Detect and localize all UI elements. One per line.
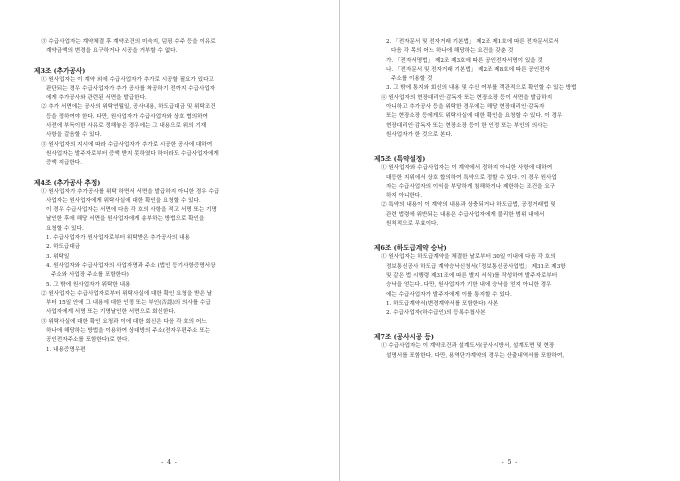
list-item: 3. 그 밖에 통지와 회신의 내용 및 수신 여부를 객관적으로 확인할 수 있는 방법 bbox=[386, 85, 577, 92]
list-item: 4. 원사업자와 수급사업자의 사업자명과 주소 (법인 등기사항증명서상 bbox=[46, 262, 216, 269]
paragraph-line: ② 특약의 내용이 이 계약의 내용과 상충되거나 하도급법, 공정거래법 및 bbox=[381, 202, 556, 209]
paragraph-line: ③ 원사업자의 지시에 따라 수급사업자가 추가로 시공한 공사에 대하여 bbox=[41, 141, 213, 148]
article-5-heading: 제5조 (특약설정) bbox=[374, 155, 426, 164]
paragraph-line: 하나에 해당하는 방법을 이용하여 상대방의 주소(전자우편주소 또는 bbox=[46, 328, 211, 335]
paragraph-line: ① 원사업자는 이 계약 외에 수급사업자가 추가로 시공할 필요가 있다고 bbox=[41, 76, 214, 83]
paragraph-line: 날인한 후에 해당 서면을 원사업자에게 송부하는 방법으로 확인을 bbox=[46, 216, 205, 223]
paragraph-line: 정보통신공사 하도급 계약승낙신청서(「정보통신공사업법」 제31조 제3항 bbox=[386, 263, 566, 270]
article-3-heading: 제3조 (추가공사) bbox=[34, 66, 86, 75]
paragraph-line: 등을 정하여야 한다. 다만, 원사업자가 수급사업자와 상호 협의하여 bbox=[46, 113, 208, 120]
list-item: 나. 「전자문서 및 전자거래 기본법」 제2조 제8호에 따른 공인전자 bbox=[386, 66, 550, 73]
page-right bbox=[340, 0, 680, 481]
paragraph-line: 사업자는 원사업자에게 위탁사실에 대한 확인을 요청할 수 있다. bbox=[46, 197, 201, 204]
article-7-heading: 제7조 (공사시공 등) bbox=[374, 333, 435, 342]
list-item: 2. 하도급대금 bbox=[46, 244, 81, 251]
paragraph-line: 관련 법령에 위반되는 내용은 수급사업자에게 불리한 범위 내에서 bbox=[386, 211, 545, 218]
paragraph-line: ② 추가 서면에는 공사의 위탁연월일, 공사내용, 하도급대금 및 위탁조건 bbox=[41, 104, 216, 111]
list-item: 1. 수급사업자가 원사업자로부터 위탁받은 추가공사의 내용 bbox=[46, 235, 190, 242]
paragraph-line: 하지 아니한다. bbox=[386, 193, 422, 200]
paragraph-line: ③ 수급사업자는 계약체결 후 계약조건의 미숙지, 덤핑 수주 등을 이유로 bbox=[41, 39, 216, 45]
paragraph-line: 현장대리인·감독자 또는 현장소장 등이 한 인정 또는 부인의 의사는 bbox=[386, 122, 548, 129]
paragraph-line: 원사업자가 한 것으로 본다. bbox=[386, 131, 453, 138]
paragraph-line: 이 경우 수급사업자는 서면에 다음 각 호의 사항을 적고 서명 또는 기명 bbox=[46, 207, 217, 214]
paragraph-line: 대등한 지위에서 상호 합의하여 특약으로 정할 수 있다. 이 경우 원사업 bbox=[386, 174, 557, 181]
paragraph-line: 공인전자주소를 포함한다)로 한다. bbox=[46, 337, 130, 344]
page-right-content bbox=[374, 38, 652, 361]
paragraph-line: 사업자에게 서명 또는 기명날인한 서면으로 회신한다. bbox=[46, 309, 176, 316]
paragraph-line: 사항을 갈음할 수 있다. bbox=[46, 132, 102, 139]
paragraph-line: 요청할 수 있다. bbox=[46, 225, 84, 232]
paragraph-line: 자는 수급사업자의 이익을 부당하게 침해하거나 제한하는 조건을 요구 bbox=[386, 183, 556, 190]
paragraph-line: ④ 원사업자의 현장대리인·감독자 또는 현장소장 등이 서면을 발급하지 bbox=[381, 94, 553, 101]
paragraph-line: 원사업자는 발주자로부터 증액 받지 못하였다 하더라도 수급사업자에게 bbox=[46, 150, 219, 157]
page-number: - 5 - bbox=[501, 459, 519, 466]
page-left-content bbox=[34, 38, 309, 355]
paragraph-line: 및 같은 법 시행령 제31조에 따른 별지 서식)를 작성하여 발주자로부터 bbox=[386, 272, 558, 279]
page-number: - 4 - bbox=[161, 459, 178, 466]
paragraph-line: ① 수급사업자는 이 계약조건과 설계도서(공사시방서, 설계도면 및 현장 bbox=[381, 343, 555, 350]
list-item: 다음 각 목의 어느 하나에 해당하는 요건을 갖춘 것 bbox=[391, 48, 514, 55]
paragraph-line: ② 원사업자는 수급사업자로부터 위탁사실에 대한 확인 요청을 받은 날 bbox=[41, 290, 213, 297]
list-item: 5. 그 밖에 원사업자가 위탁한 내용 bbox=[46, 281, 131, 288]
paragraph-line: ① 원사업자가 추가공사를 위탁 하면서 서면을 발급하지 아니한 경우 수급 bbox=[41, 188, 220, 195]
list-item: 2. 「전자문서 및 전자거래 기본법」 제2조 제1호에 따른 전자문서로서 bbox=[386, 39, 559, 45]
paragraph-line: ① 원사업자는 하도급계약을 체결한 날로부터 30일 이내에 다음 각 호의 bbox=[381, 254, 556, 261]
paragraph-line: 증액 지급한다. bbox=[46, 160, 82, 167]
paragraph-line: 에는 수급사업자가 발주자에게 이를 통지할 수 있다. bbox=[386, 291, 512, 298]
paragraph-line: 계약금액의 변경을 요구하거나 시공을 거부할 수 없다. bbox=[46, 48, 178, 55]
paragraph-line: ① 원사업자와 수급사업자는 이 계약에서 정하지 아니한 사항에 대하여 bbox=[381, 165, 553, 172]
article-4-heading: 제4조 (추가공사 추정) bbox=[34, 178, 101, 187]
article-6-heading: 제6조 (하도급계약 승낙) bbox=[374, 244, 447, 253]
list-item: 주소를 이용할 것 bbox=[391, 76, 433, 83]
list-item: 주소와 사업장 주소를 포함한다) bbox=[51, 272, 129, 279]
list-item: 1. 하도급계약서(변경계약서를 포함한다) 사본 bbox=[386, 300, 499, 307]
paragraph-line: 사전에 부득이한 사유로 정해놓은 경우에는 그 내용으로 위의 기재 bbox=[46, 123, 207, 130]
list-item: 2. 수급사업자(하수급인)의 등록수첩사본 bbox=[386, 310, 486, 317]
paragraph-line: 승낙을 얻는다. 다만, 원사업자가 기한 내에 승낙을 얻지 아니한 경우 bbox=[386, 282, 552, 289]
list-item: 가. 「전자서명법」 제2조 제3호에 따른 공인전자서명이 있을 것 bbox=[386, 57, 543, 64]
paragraph-line: 아니하고 추가공사 등을 위탁한 경우에는 해당 현장대리인·감독자 bbox=[386, 104, 545, 111]
paragraph-line: ③ 위탁사실에 대한 확인 요청과 이에 대한 회신은 다음 각 호의 어느 bbox=[41, 318, 207, 325]
paragraph-line: 부터 15일 안에 그 내용에 대한 인정 또는 부인(否認)의 의사를 수급 bbox=[46, 300, 211, 307]
list-item: 3. 위탁일 bbox=[46, 253, 70, 260]
paragraph-line: 또는 현장소장 등에게도 위탁사실에 대한 확인을 요청할 수 있다. 이 경우 bbox=[386, 113, 563, 120]
paragraph-line: 설명서를 포함한다. 다만, 용역단가계약의 경우는 산출내역서를 포함하여, bbox=[386, 352, 565, 359]
paragraph-line: 판단되는 경우 수급사업자가 추가 공사를 착공하기 전까지 수급사업자 bbox=[46, 85, 216, 92]
paragraph-line: 에게 추가공사와 관련된 서면을 발급한다. bbox=[46, 95, 147, 102]
list-item: 1. 내용증명우편 bbox=[46, 346, 86, 353]
paragraph-line: 원칙적으로 무효이다. bbox=[386, 221, 439, 228]
